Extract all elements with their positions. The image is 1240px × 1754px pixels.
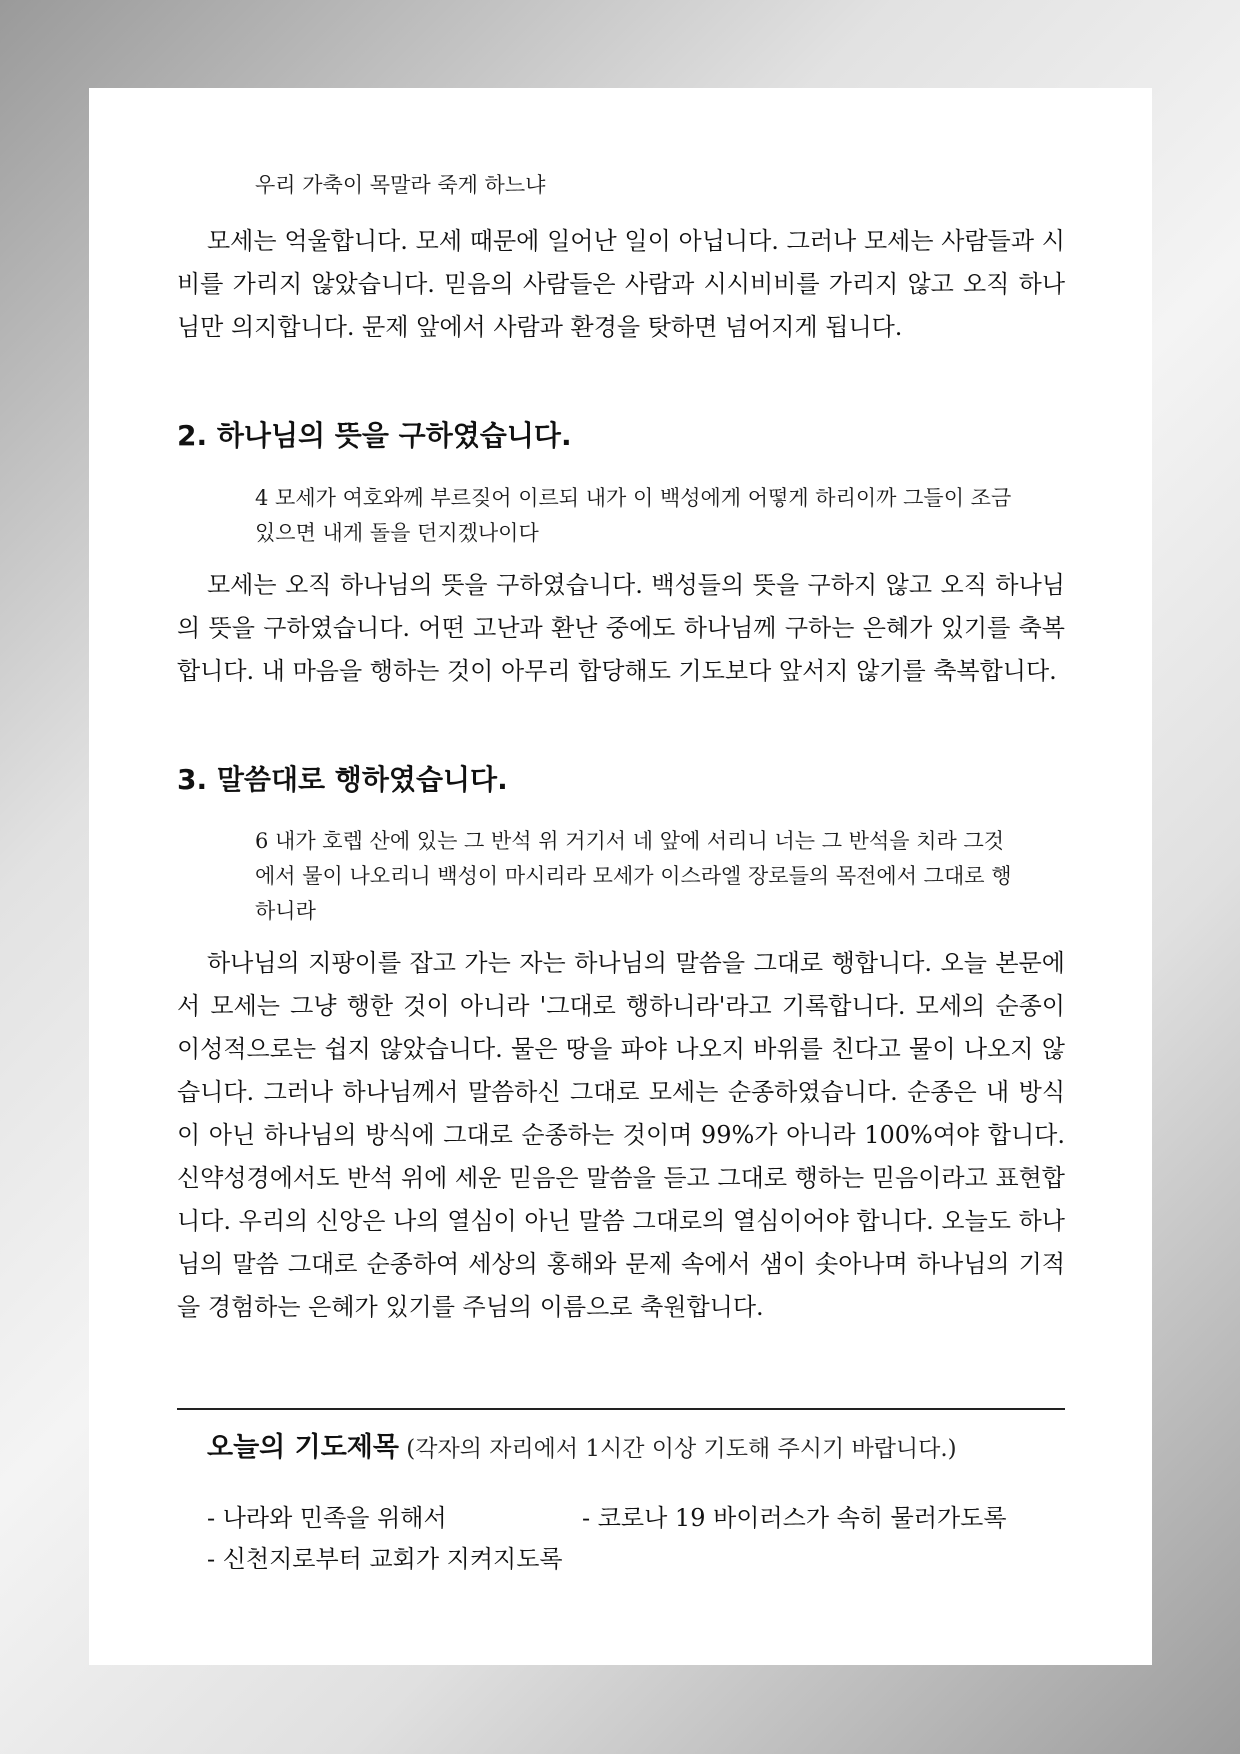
prayer-title: 오늘의 기도제목 (207, 1432, 399, 1463)
prayer-item-corona: - 코로나 19 바이러스가 속히 물러가도록 (582, 1504, 1007, 1532)
prayer-item-church: - 신천지로부터 교회가 지켜지도록 (207, 1545, 563, 1573)
prayer-item-nation: - 나라와 민족을 위해서 (207, 1504, 447, 1532)
section-2-heading: 2. 하나님의 뜻을 구하였습니다. (177, 419, 572, 452)
prayer-title-line (207, 1428, 957, 1471)
section-2-verse: 4 모세가 여호와께 부르짖어 이르되 내가 이 백성에게 어떻게 하리이까 그들이 조금 있으면 내게 돌을 던지겠나이다 (255, 486, 1012, 545)
prayer-subtitle: (각자의 자리에서 1시간 이상 기도해 주시기 바랍니다.) (398, 1436, 957, 1462)
document-page (89, 88, 1152, 1665)
verse-quote-top: 우리 가축이 목말라 죽게 하느냐 (255, 173, 546, 197)
section-3-heading: 3. 말씀대로 행하였습니다. (177, 763, 508, 796)
paragraph-1: 모세는 억울합니다. 모세 때문에 일어난 일이 아닙니다. 그러나 모세는 사람들과 시비를 가리지 않았습니다. 믿음의 사람들은 사람과 시시비비를 가리지 않고 오직 하나님만 의지합니다. 문제 앞에서 사람과 환경을 탓하면 넘어지게 됩니다. (177, 227, 1065, 341)
section-2-body: 모세는 오직 하나님의 뜻을 구하였습니다. 백성들의 뜻을 구하지 않고 오직 하나님의 뜻을 구하였습니다. 어떤 고난과 환난 중에도 하나님께 구하는 은혜가 있기를 축복합니다. 내 마음을 행하는 것이 아무리 합당해도 기도보다 앞서지 않기를 축복합니다. (177, 571, 1065, 685)
section-3-verse: 6 내가 호렙 산에 있는 그 반석 위 거기서 네 앞에 서리니 너는 그 반석을 치라 그것에서 물이 나오리니 백성이 마시리라 모세가 이스라엘 장로들의 목전에서 그대로 행하니라 (255, 829, 1012, 923)
section-3-body: 하나님의 지팡이를 잡고 가는 자는 하나님의 말씀을 그대로 행합니다. 오늘 본문에서 모세는 그냥 행한 것이 아니라 '그대로 행하니라'라고 기록합니다. 모세의 순종이 이성적으로는 쉽지 않았습니다. 물은 땅을 파야 나오지 바위를 친다고 물이 나오지 않습니다. 그러나 하나님께서 말씀하신 그대로 모세는 순종하였습니다. 순종은 내 방식이 아닌 하나님의 방식에 그대로 순종하는 것이며 99%가 아니라 100%여야 합니다. 신약성경에서도 반석 위에 세운 믿음은 말씀을 듣고 그대로 행하는 믿음이라고 표현합니다. 우리의 신앙은 나의 열심이 아닌 말씀 그대로의 열심이어야 합니다. 오늘도 하나님의 말씀 그대로 순종하여 세상의 홍해와 문제 속에서 샘이 솟아나며 하나님의 기적을 경험하는 은혜가 있기를 주님의 이름으로 축원합니다. (177, 949, 1065, 1321)
section-divider (177, 1408, 1065, 1410)
